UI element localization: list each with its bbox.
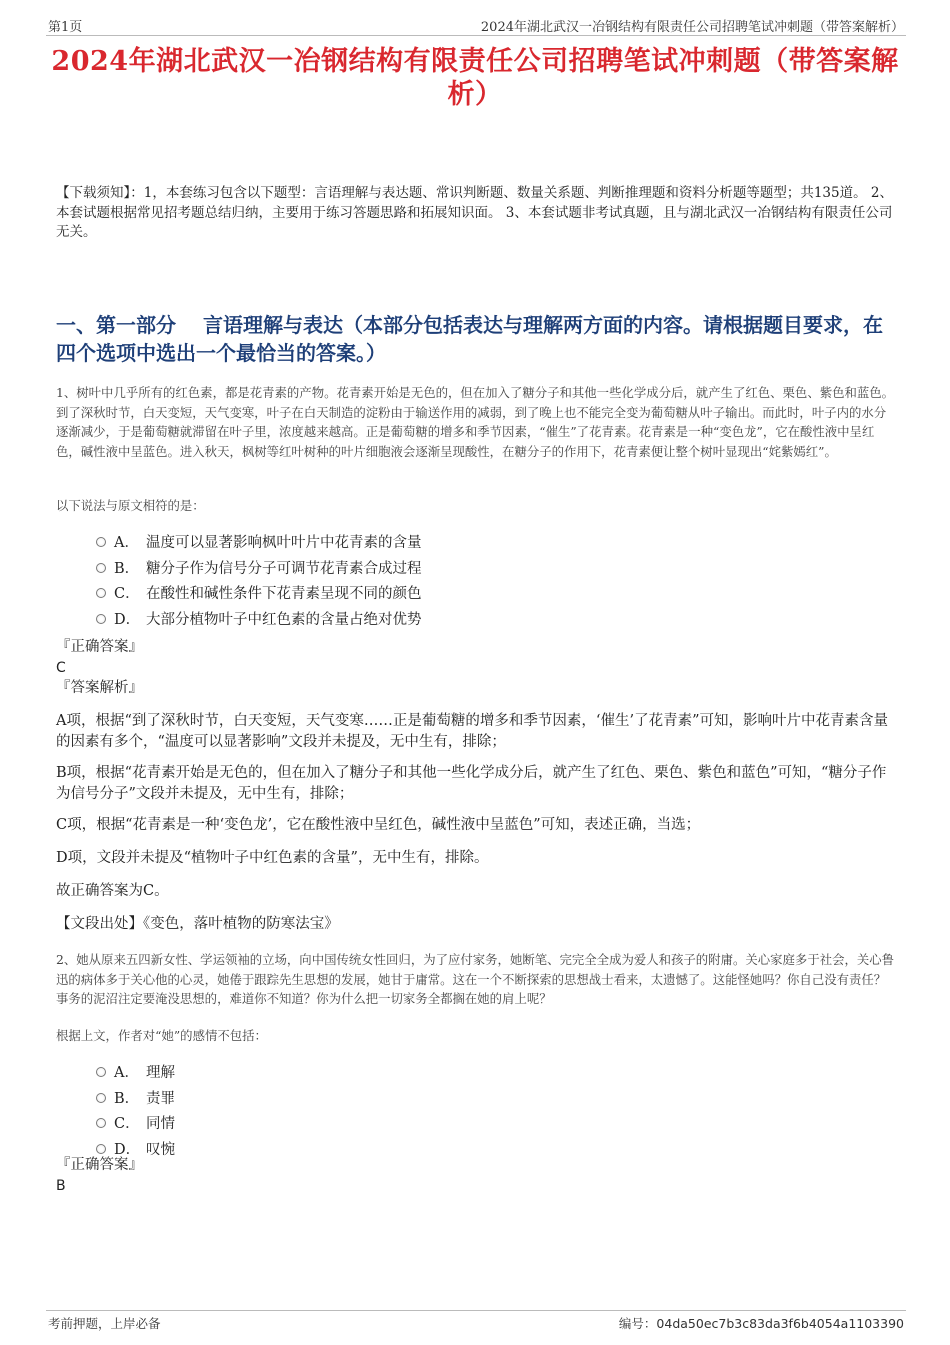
option-letter: B． bbox=[114, 1090, 140, 1107]
footer-code bbox=[619, 1314, 904, 1332]
footer-slogan: 考前押题，上岸必备 bbox=[48, 1316, 161, 1331]
question-1-text: 1、树叶中几乎所有的红色素，都是花青素的产物。花青素开始是无色的，但在加入了糖分子和其他一些化学成分后，就产生了红色、栗色、紫色和蓝色。到了深秋时节，白天变短，天气变寒，叶子在白天制造的淀粉由于输送作用的减弱，到了晚上也不能完全变为葡萄糖从叶子输出。而此时，叶子内的水分逐渐减少，于是葡萄糖就滞留在叶子里，浓度越来越高。正是葡萄糖的增多和季节因素，“催生”了花青素。花青素是一种“变色龙”，它在酸性液中呈红色，碱性液中呈蓝色。进入秋天，枫树等红叶树种的叶片细胞液会逐渐呈现酸性，在糖分子的作用下，花青素便让整个树叶显现出“姹紫嫣红”。 bbox=[56, 385, 895, 459]
option-text: 理解 bbox=[146, 1065, 175, 1081]
option-text: 在酸性和碱性条件下花青素呈现不同的颜色 bbox=[146, 586, 422, 602]
radio-icon[interactable] bbox=[96, 1067, 106, 1077]
question-2-prompt: 根据上文，作者对“她”的感情不包括： bbox=[56, 1028, 267, 1043]
option-letter: C． bbox=[114, 586, 140, 602]
analysis-option-c: C项，根据“花青素是一种‘变色龙’，它在酸性液中呈红色，碱性液中呈蓝色”可知，表述正确，当选； bbox=[56, 817, 701, 833]
q2-option-c[interactable] bbox=[96, 1112, 175, 1138]
footer-code-value: 04da50ec7b3c83da3f6b4054a1103390 bbox=[656, 1316, 904, 1331]
q1-option-b[interactable] bbox=[96, 557, 422, 583]
question-2-options bbox=[96, 1061, 175, 1163]
footer-code-label: 编号： bbox=[618, 1316, 657, 1331]
answer-value: C bbox=[56, 660, 66, 676]
question-1-options bbox=[96, 531, 422, 633]
download-notice: 【下载须知】：1，本套练习包含以下题型：言语理解与表达题、常识判断题、数量关系题、判断推理题和资料分析题等题型；共135道。 2、本套试题根据常见招考题总结归纳，主要用于练习答题思路和拓展知识面。 3、本套试题非考试真题，且与湖北武汉一冶钢结构有限责任公司无关。 bbox=[56, 185, 893, 240]
radio-icon[interactable] bbox=[96, 588, 106, 598]
option-letter: C． bbox=[114, 1116, 140, 1132]
analysis-conclusion: 故正确答案为C。 bbox=[56, 883, 169, 899]
header-doc-title: 2024年湖北武汉一冶钢结构有限责任公司招聘笔试冲刺题（带答案解析） bbox=[480, 20, 904, 35]
analysis-source: 【文段出处】《变色，落叶植物的防寒法宝》 bbox=[56, 916, 339, 932]
radio-icon[interactable] bbox=[96, 563, 106, 573]
page-footer bbox=[46, 1310, 906, 1330]
answer-value: B bbox=[56, 1178, 66, 1194]
option-letter: D． bbox=[114, 611, 141, 628]
option-text: 同情 bbox=[146, 1116, 175, 1132]
q2-option-b[interactable] bbox=[96, 1087, 175, 1113]
question-1-answer bbox=[56, 637, 898, 679]
radio-icon[interactable] bbox=[96, 614, 106, 624]
radio-icon[interactable] bbox=[96, 1144, 106, 1154]
option-text: 大部分植物叶子中红色素的含量占绝对优势 bbox=[146, 611, 422, 628]
option-letter: A． bbox=[114, 1065, 139, 1081]
radio-icon[interactable] bbox=[96, 1093, 106, 1103]
question-1-analysis-header bbox=[56, 678, 898, 699]
option-text: 温度可以显著影响枫叶叶片中花青素的含量 bbox=[146, 535, 422, 551]
option-letter: B． bbox=[114, 560, 140, 577]
q2-option-a[interactable] bbox=[96, 1061, 175, 1087]
analysis-label: 『答案解析』 bbox=[56, 680, 143, 696]
page-header bbox=[46, 14, 906, 36]
option-text: 糖分子作为信号分子可调节花青素合成过程 bbox=[146, 560, 422, 577]
option-letter: D． bbox=[114, 1141, 141, 1158]
question-1-prompt: 以下说法与原文相符的是： bbox=[56, 498, 205, 513]
analysis-option-d: D项，文段并未提及“植物叶子中红色素的含量”，无中生有，排除。 bbox=[56, 850, 489, 866]
answer-label: 『正确答案』 bbox=[56, 639, 143, 655]
q1-option-d[interactable] bbox=[96, 608, 422, 634]
document-title: 2024年湖北武汉一冶钢结构有限责任公司招聘笔试冲刺题（带答案解析） bbox=[51, 46, 899, 110]
answer-label: 『正确答案』 bbox=[56, 1157, 143, 1173]
question-2-answer bbox=[56, 1155, 898, 1197]
section-title: 一、第一部分 言语理解与表达（本部分包括表达与理解两方面的内容。请根据题目要求，在四个选项中选出一个最恰当的答案。） bbox=[56, 313, 883, 365]
analysis-option-a: A项，根据“到了深秋时节，白天变短，天气变寒……正是葡萄糖的增多和季节因素，‘催生’了花青素”可知，影响叶片中花青素含量的因素有多个，“温度可以显著影响”文段并未提及，无中生有，排除； bbox=[56, 713, 889, 750]
analysis-option-b: B项，根据“花青素开始是无色的，但在加入了糖分子和其他一些化学成分后，就产生了红色、栗色、紫色和蓝色”可知，“糖分子作为信号分子”文段并未提及，无中生有，排除； bbox=[56, 765, 887, 802]
option-text: 叹惋 bbox=[146, 1141, 175, 1158]
radio-icon[interactable] bbox=[96, 537, 106, 547]
option-text: 责罪 bbox=[146, 1090, 175, 1107]
q1-option-c[interactable] bbox=[96, 582, 422, 608]
q1-option-a[interactable] bbox=[96, 531, 422, 557]
option-letter: A． bbox=[114, 535, 139, 551]
radio-icon[interactable] bbox=[96, 1118, 106, 1128]
question-2-text: 2、她从原来五四新女性、学运领袖的立场，向中国传统女性回归，为了应付家务，她断笔、完完全全成为爱人和孩子的附庸。关心家庭多于社会，关心鲁迅的病体多于关心他的心灵，她倦于跟踪先生思想的发展，她甘于庸常。这在一个不断探索的思想战士看来，太遗憾了。这能怪她吗？你自己没有责任？事务的泥沼注定要淹没思想的，难道你不知道？你为什么把一切家务全都搁在她的肩上呢？ bbox=[56, 952, 895, 1007]
page-number: 第1页 bbox=[48, 20, 83, 35]
